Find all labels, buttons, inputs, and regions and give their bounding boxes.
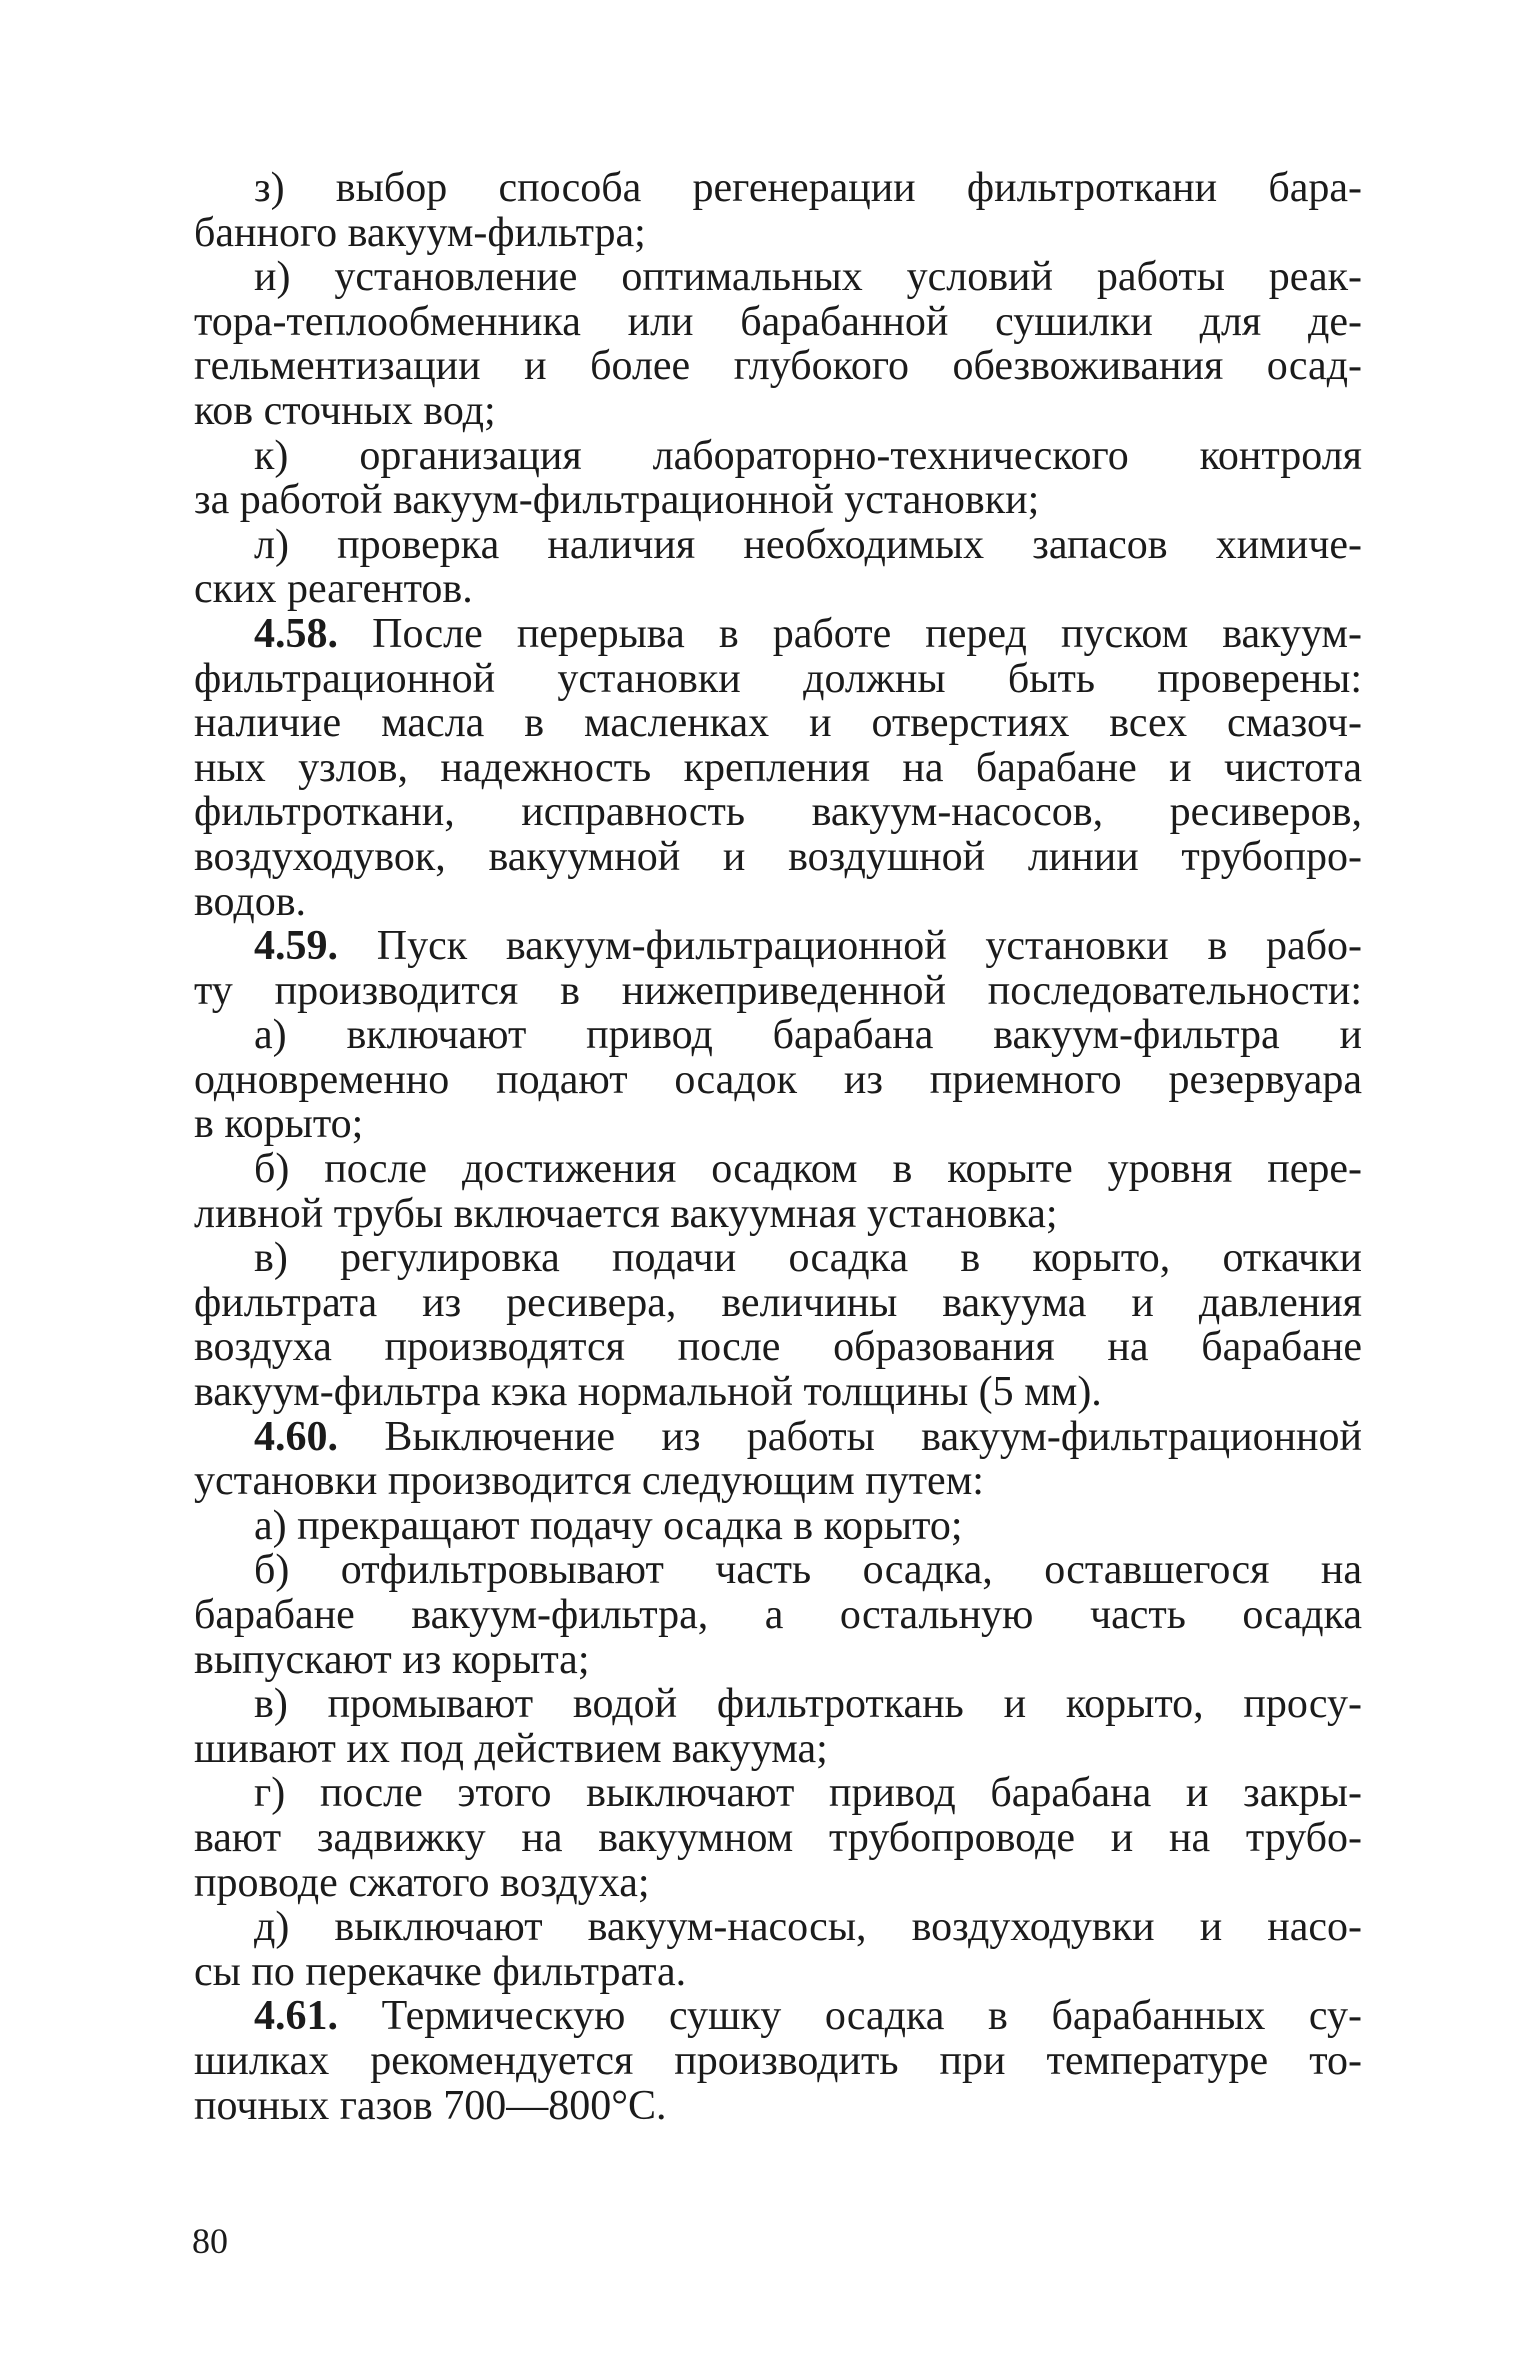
text-line: вакуум-фильтра кэка нормальной толщины (5 мм). <box>194 1369 1102 1416</box>
text-line: ков сточных вод; <box>194 387 496 434</box>
text-line: ту производится в нижеприведенной последовательности: <box>194 967 1362 1014</box>
text-line: гельментизации и более глубокого обезвоживания осад- <box>194 343 1362 390</box>
text-line: за работой вакуум-фильтрационной установки; <box>194 477 1040 524</box>
text-line: г) после этого выключают привод барабана и закры- <box>254 1770 1362 1817</box>
text-line: и) установление оптимальных условий работы реак- <box>254 254 1362 301</box>
text-line <box>194 924 1362 969</box>
text-line: б) отфильтровывают часть осадка, оставшегося на <box>254 1547 1362 1594</box>
section-4-60 <box>194 1415 1362 1504</box>
list-item-4-59-v <box>194 1236 1362 1414</box>
text-line <box>194 612 1362 657</box>
text-line: фильтрационной установки должны быть проверены: <box>194 655 1362 702</box>
text-line: фильтрата из ресивера, величины вакуума и давления <box>194 1279 1362 1326</box>
list-item-k <box>194 434 1362 523</box>
list-item-4-60-b <box>194 1548 1362 1682</box>
text-line: фильтроткани, исправность вакуум-насосов, ресиверов, <box>194 789 1362 836</box>
text-fragment: Выключение из работы вакуум-фильтрационной <box>384 1413 1363 1460</box>
text-line: а) прекращают подачу осадка в корыто; <box>254 1502 963 1549</box>
text-line: установки производится следующим путем: <box>194 1458 984 1505</box>
list-item-4-60-d <box>194 1905 1362 1994</box>
text-line: проводе сжатого воздуха; <box>194 1859 650 1906</box>
list-item-4-60-a <box>194 1504 1362 1549</box>
text-line: сы по перекачке фильтрата. <box>194 1948 687 1995</box>
section-number: 4.60. <box>254 1413 338 1460</box>
text-line: шилках рекомендуется производить при температуре то- <box>194 2037 1362 2084</box>
list-item-l <box>194 523 1362 612</box>
list-item-z <box>194 166 1362 255</box>
list-item-4-59-a <box>194 1013 1362 1147</box>
text-fragment: Пуск вакуум-фильтрационной установки в рабо- <box>376 923 1363 970</box>
text-line: в) регулировка подачи осадка в корыто, откачки <box>254 1235 1362 1282</box>
section-4-59 <box>194 924 1362 1013</box>
text-line: ских реагентов. <box>194 566 473 613</box>
list-item-4-59-b <box>194 1147 1362 1236</box>
text-line: вают задвижку на вакуумном трубопроводе и на трубо- <box>194 1814 1362 1861</box>
text-line: воздуха производятся после образования на барабане <box>194 1324 1362 1371</box>
list-item-4-60-v <box>194 1682 1362 1771</box>
section-number: 4.61. <box>254 1993 338 2040</box>
text-line: д) выключают вакуум-насосы, воздуходувки и насо- <box>254 1904 1362 1951</box>
text-line: выпускают из корыта; <box>194 1636 590 1683</box>
section-number: 4.59. <box>254 923 338 970</box>
text-line: наличие масла в масленках и отверстиях всех смазоч- <box>194 700 1362 747</box>
text-line <box>194 1415 1362 1460</box>
list-item-4-60-g <box>194 1771 1362 1905</box>
text-line: банного вакуум-фильтра; <box>194 209 646 256</box>
document-page <box>194 166 1362 2128</box>
text-line: л) проверка наличия необходимых запасов химиче- <box>254 521 1362 568</box>
section-number: 4.58. <box>254 610 338 657</box>
text-line: а) включают привод барабана вакуум-фильтра и <box>254 1012 1362 1059</box>
text-line: к) организация лабораторно-технического контроля <box>254 432 1362 479</box>
text-line: в корыто; <box>194 1101 364 1148</box>
list-item-i <box>194 255 1362 433</box>
text-line: з) выбор способа регенерации фильтроткани бара- <box>254 165 1362 211</box>
text-fragment: После перерыва в работе перед пуском вакуум- <box>372 610 1362 657</box>
text-line: барабане вакуум-фильтра, а остальную часть осадка <box>194 1592 1362 1638</box>
text-line: водов. <box>194 878 307 925</box>
text-line: воздуходувок, вакуумной и воздушной линии трубопро- <box>194 833 1362 880</box>
text-line: б) после достижения осадком в корыте уровня пере- <box>254 1146 1362 1193</box>
page-number: 80 <box>192 2221 228 2261</box>
text-fragment: Термическую сушку осадка в барабанных су- <box>381 1993 1363 2040</box>
text-line <box>194 1994 1362 2039</box>
text-line: почных газов 700—800°С. <box>194 2082 667 2129</box>
section-4-61 <box>194 1994 1362 2128</box>
text-line: в) промывают водой фильтроткань и корыто, просу- <box>254 1681 1362 1728</box>
text-line: шивают их под действием вакуума; <box>194 1725 828 1772</box>
text-line: ных узлов, надежность крепления на барабане и чистота <box>194 744 1362 791</box>
section-4-58 <box>194 612 1362 924</box>
text-line: одновременно подают осадок из приемного резервуара <box>194 1056 1362 1103</box>
text-line: ливной трубы включается вакуумная установка; <box>194 1190 1058 1237</box>
text-line: тора-теплообменника или барабанной сушилки для де- <box>194 298 1362 345</box>
